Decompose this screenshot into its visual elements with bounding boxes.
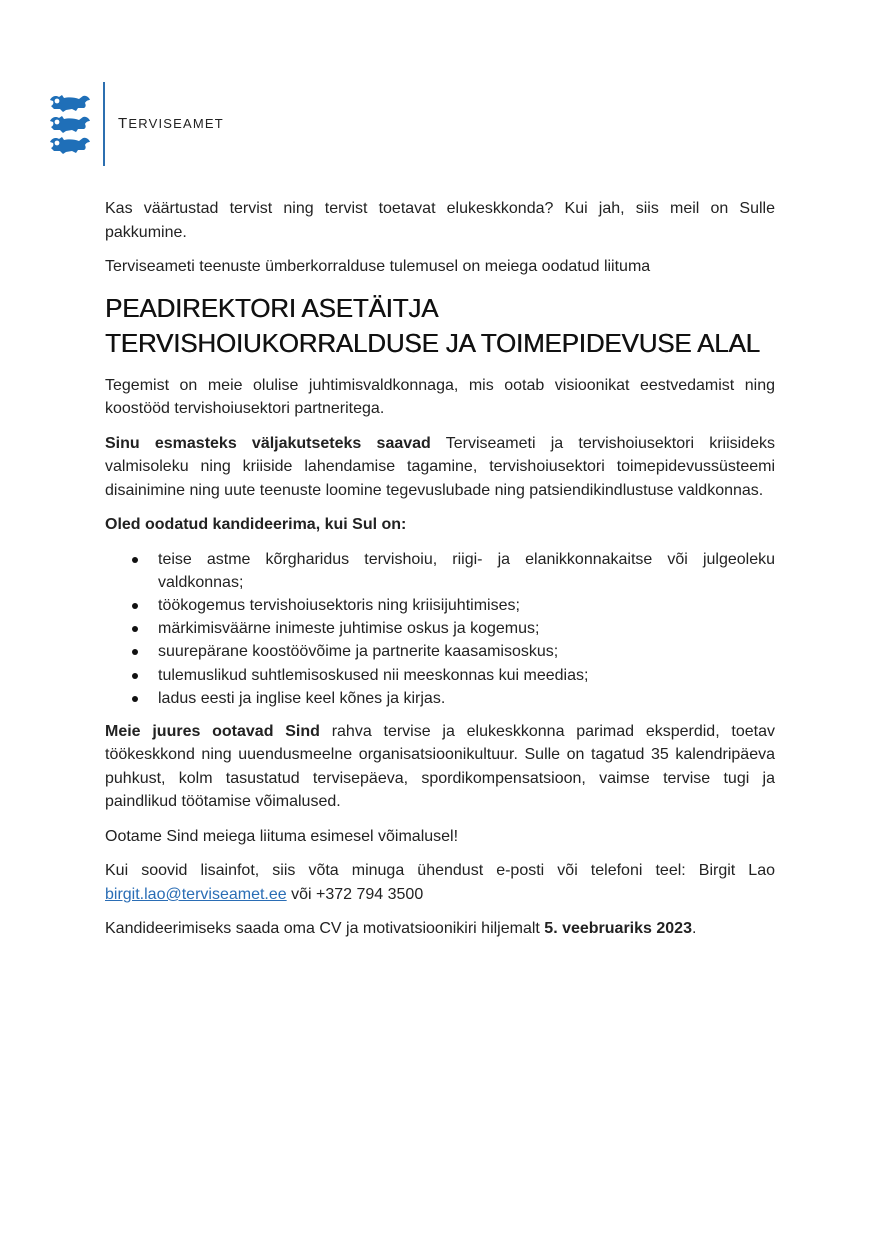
deadline-end: . — [691, 920, 697, 938]
document-body — [105, 197, 775, 952]
offer-paragraph — [105, 720, 775, 814]
list-item: suurepärane koostöövõime ja partnerite kaasamisoskus; — [158, 640, 775, 663]
header-divider — [103, 82, 105, 166]
role-description: Tegemist on meie olulise juhtimisvaldkonnaga, mis ootab visioonikat eestvedamist ning koostööd tervishoiusektori partneritega. — [105, 376, 775, 417]
brand-rest: ERVISEAMET — [128, 116, 224, 131]
intro-paragraph: Kas väärtustad tervist ning tervist toetavat elukeskkonda? Kui jah, siis meil on Sulle pakkumine. — [105, 200, 775, 241]
challenges-paragraph — [105, 432, 775, 503]
offer-lead: Meie juures ootavad Sind — [105, 722, 320, 740]
offer-text: rahva tervise ja elukeskkonna parimad eksperdid, toetav töökeskkond ning uuendusmeelne organisatsioonikultuur. Sulle on tagatud 35 kalendripäeva puhkust, kolm tasustatud tervisepäeva, spordikompensatsioon, vaimse tervise tugi ja paindlikud töötamise võimalused. — [105, 722, 775, 811]
requirements-heading — [105, 513, 775, 537]
deadline-text: Kandideerimiseks saada oma CV ja motivatsioonikiri hiljemalt — [105, 920, 545, 938]
join-paragraph: Ootame Sind meiega liituma esimesel võimalusel! — [105, 827, 459, 845]
requirements-heading-text: Oled oodatud kandideerima, kui Sul on: — [105, 516, 407, 533]
brand-initial: T — [118, 115, 129, 132]
position-title: PEADIREKTORI ASETÄITJA TERVISHOIUKORRALDUSE JA TOIMEPIDEVUSE ALAL — [105, 292, 760, 358]
list-item: teise astme kõrgharidus tervishoiu, riigi- ja elanikkonnakaitse või julgeoleku valdkonnas; — [158, 548, 775, 594]
contact-text: Kui soovid lisainfot, siis võta minuga ühendust e-posti või telefoni teel: Birgit Lao — [105, 862, 775, 880]
challenges-text: Terviseameti ja tervishoiusektori kriisideks valmisoleku ning kriiside lahendamise tagamine, tervishoiusektori toimepidevussüsteemi disainimine ning uute teenuste loomine tegevuslubade ning patsiendikindlustuse valdkonnas. — [105, 434, 776, 499]
page-header — [48, 82, 288, 166]
requirements-list — [105, 548, 775, 710]
contact-paragraph — [105, 859, 775, 906]
challenges-lead: Sinu esmasteks väljakutseteks saavad — [105, 434, 431, 452]
brand-name — [118, 115, 224, 132]
intro-lead: Terviseameti teenuste ümberkorralduse tulemusel on meiega oodatud liituma — [105, 258, 651, 275]
deadline-date: 5. veebruariks 2023 — [544, 920, 692, 938]
list-item: töökogemus tervishoiusektoris ning kriisijuhtimises; — [158, 594, 775, 617]
deadline-paragraph — [105, 917, 775, 941]
list-item: märkimisväärne inimeste juhtimise oskus ja kogemus; — [158, 617, 775, 640]
list-item: tulemuslikud suhtlemisoskused nii meeskonnas kui meedias; — [158, 664, 775, 687]
list-item: ladus eesti ja inglise keel kõnes ja kirjas. — [158, 687, 775, 710]
three-lions-coat-of-arms-icon — [48, 92, 92, 154]
email-link[interactable]: birgit.lao@terviseamet.ee — [105, 885, 287, 903]
contact-phone: või +372 794 3500 — [286, 885, 424, 903]
